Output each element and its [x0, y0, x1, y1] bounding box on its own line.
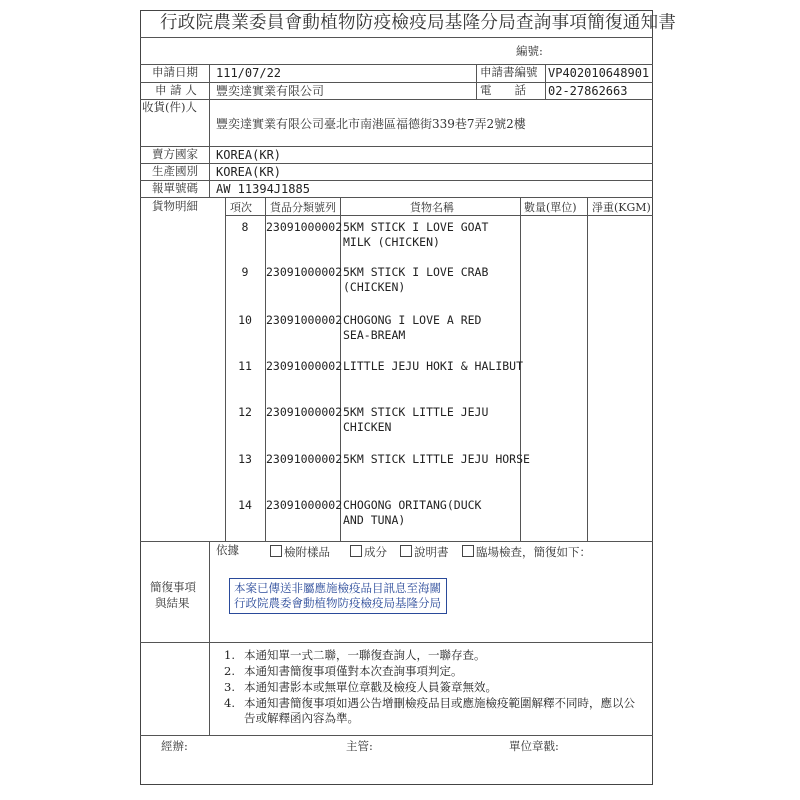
rule-3	[140, 99, 653, 100]
label-divider	[209, 64, 210, 197]
form-title: 行政院農業委員會動植物防疫檢疫局基隆分局查詢事項簡復通知書	[160, 13, 677, 33]
apply-date-label: 申請日期	[152, 65, 198, 79]
unit-seal-label: 單位章戳:	[509, 739, 559, 753]
rule-7	[140, 197, 653, 198]
col-code-header: 貨品分類號列	[270, 201, 336, 214]
row-13-code: 23091000002	[266, 452, 343, 466]
row-9-name: 5KM STICK I LOVE CRAB (CHICKEN)	[343, 265, 489, 294]
rule-6	[140, 180, 653, 181]
option-ingredient: 成分	[350, 545, 387, 559]
goods-label: 貨物明細	[152, 199, 198, 213]
goods-col-5	[587, 197, 588, 541]
row-9-code: 23091000002	[266, 265, 343, 279]
row-12-name: 5KM STICK LITTLE JEJU CHICKEN	[343, 405, 489, 434]
goods-col-1	[225, 197, 226, 541]
origin-country-label: 生產國別	[152, 164, 198, 178]
stamp-line-2: 行政院農委會動植物防疫檢疫局基隆分局	[234, 596, 441, 610]
row-13-item: 13	[238, 452, 252, 466]
row-9-item: 9	[241, 265, 249, 279]
note-1-num: 1.	[224, 648, 235, 662]
origin-country-value: KOREA(KR)	[216, 165, 282, 179]
row-11-item: 11	[238, 359, 252, 373]
row-12-item: 12	[238, 405, 252, 419]
note-2-text: 本通知書簡復事項僅對本次查詢事項判定。	[244, 664, 463, 678]
handler-label: 經辦:	[161, 739, 188, 753]
reply-divider	[209, 541, 210, 735]
row-10-item: 10	[238, 313, 252, 327]
goods-header-rule	[225, 215, 653, 216]
rule-9	[140, 642, 653, 643]
phone-label: 電 話	[480, 83, 526, 97]
option-onsite: 臨場檢查，簡復如下：	[462, 545, 591, 559]
note-1-text: 本通知單一式二聯，一聯復查詢人，一聯存查。	[244, 648, 486, 662]
row-11-code: 23091000002	[266, 359, 343, 373]
phone-value: 02-27862663	[548, 84, 628, 98]
note-4-num: 4.	[224, 696, 235, 710]
basis-label: 依據	[216, 543, 239, 557]
row-8-code: 23091000002	[266, 220, 343, 234]
row-10-code: 23091000002	[266, 313, 343, 327]
note-2-num: 2.	[224, 664, 235, 678]
app-no-divider-1	[476, 64, 477, 99]
declaration-no-value: AW 11394J1885	[216, 182, 310, 196]
rule-2	[140, 82, 653, 83]
col-name-header: 貨物名稱	[410, 201, 454, 214]
app-no-value: VP402010648901	[548, 66, 650, 80]
row-8-name: 5KM STICK I LOVE GOAT MILK (CHICKEN)	[343, 220, 489, 249]
checkbox-ingredient[interactable]	[350, 545, 362, 557]
col-weight-header: 淨重(KGM)	[592, 201, 651, 214]
checkbox-onsite[interactable]	[462, 545, 474, 557]
note-4-text: 本通知書簡復事項如遇公告增刪檢疫品目或應施檢疫範圍解釋不同時，應以公告或解釋函內容為準。	[244, 696, 635, 725]
rule-4	[140, 146, 653, 147]
consignee-label: 收貨(件)人	[142, 100, 197, 114]
title-rule	[140, 37, 653, 38]
supervisor-label: 主管:	[346, 739, 373, 753]
row-14-code: 23091000002	[266, 498, 343, 512]
row-8-item: 8	[241, 220, 249, 234]
row-12-code: 23091000002	[266, 405, 343, 419]
export-country-value: KOREA(KR)	[216, 148, 282, 162]
row-13-name: 5KM STICK LITTLE JEJU HORSE	[343, 452, 530, 466]
app-no-label: 申請書編號	[480, 65, 538, 79]
col-item-header: 項次	[230, 201, 252, 214]
col-qty-header: 數量(單位)	[524, 201, 577, 214]
row-14-name: CHOGONG ORITANG(DUCK AND TUNA)	[343, 498, 482, 527]
applicant-value: 豐奕達實業有限公司	[216, 84, 325, 98]
rule-1	[140, 64, 653, 65]
reply-stamp	[229, 578, 447, 614]
app-no-divider-2	[545, 64, 546, 99]
row-10-name: CHOGONG I LOVE A RED SEA-BREAM	[343, 313, 482, 342]
apply-date-value: 111/07/22	[216, 66, 282, 80]
rule-10	[140, 735, 653, 736]
option-sample: 檢附樣品	[270, 545, 330, 559]
checkbox-manual[interactable]	[400, 545, 412, 557]
checkbox-sample[interactable]	[270, 545, 282, 557]
serial-label: 編號:	[516, 44, 543, 58]
row-11-name: LITTLE JEJU HOKI & HALIBUT	[343, 359, 524, 373]
reply-label-2: 與結果	[155, 596, 190, 610]
consignee-value: 豐奕達實業有限公司臺北市南港區福德街339巷7弄2號2樓	[216, 117, 526, 131]
export-country-label: 賣方國家	[152, 147, 198, 161]
rule-5	[140, 163, 653, 164]
reply-label-1: 簡復事項	[150, 580, 196, 594]
rule-8	[140, 541, 653, 542]
option-manual: 說明書	[400, 545, 449, 559]
declaration-no-label: 報單號碼	[152, 181, 198, 195]
applicant-label: 申 請 人	[155, 83, 197, 97]
note-3-num: 3.	[224, 680, 235, 694]
note-3-text: 本通知書影本或無單位章戳及檢疫人員簽章無效。	[244, 680, 497, 694]
row-14-item: 14	[238, 498, 252, 512]
stamp-line-1: 本案已傳送非屬應施檢疫品目訊息至海關	[234, 581, 441, 595]
